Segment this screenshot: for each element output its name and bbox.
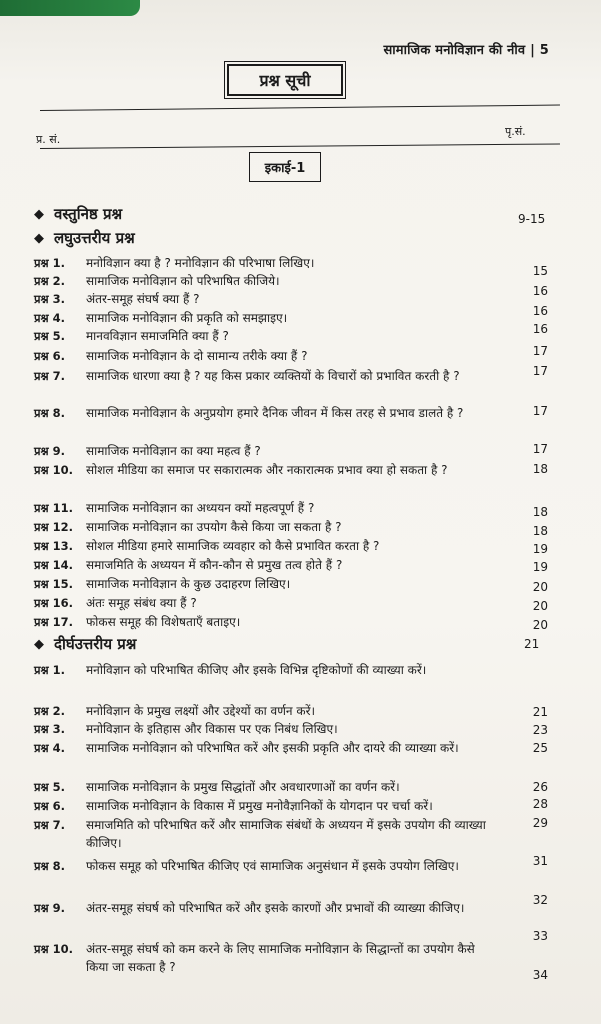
diamond-bullet-icon: ◆ — [34, 636, 44, 652]
section-label: वस्तुनिष्ठ प्रश्न — [54, 205, 123, 223]
page-number: 19 — [532, 560, 548, 574]
section-label: लघुउत्तरीय प्रश्न — [54, 229, 135, 247]
list-item: प्रश्न 12. सामाजिक मनोविज्ञान का उपयोग कैसे किया जा सकता है ? — [34, 520, 342, 534]
page-number: 25 — [532, 741, 548, 755]
list-item: प्रश्न 5. मानवविज्ञान समाजमिति क्या हैं ? — [34, 329, 229, 343]
list-item: प्रश्न 7. सामाजिक धारणा क्या है ? यह किस प्रकार व्यक्तियों के विचारों को प्रभावित करती है ? — [34, 369, 460, 383]
page-number: 20 — [532, 618, 548, 632]
page-number: 16 — [532, 304, 548, 318]
list-item: प्रश्न 2. सामाजिक मनोविज्ञान को परिभाषित कीजिये। — [34, 274, 280, 288]
list-item: प्रश्न 5. सामाजिक मनोविज्ञान के प्रमुख सिद्धांतों और अवधारणाओं का वर्णन करें। — [34, 780, 400, 794]
section-objective — [34, 204, 122, 224]
list-item: प्रश्न 7. समाजमिति को परिभाषित करें और सामाजिक संबंधों के अध्ययन में इसके उपयोग की व्याख्या कीजिए। — [34, 818, 486, 850]
page-number: 16 — [532, 322, 548, 336]
page-number: 34 — [532, 968, 548, 982]
list-item: प्रश्न 13. सोशल मीडिया हमारे सामाजिक व्यवहार को कैसे प्रभावित करता है ? — [34, 539, 380, 553]
list-item: प्रश्न 6. सामाजिक मनोविज्ञान के विकास में प्रमुख मनोवैज्ञानिकों के योगदान पर चर्चा करें। — [34, 799, 433, 813]
diamond-bullet-icon: ◆ — [34, 230, 44, 246]
list-item: प्रश्न 10. सोशल मीडिया का समाज पर सकारात्मक और नकारात्मक प्रभाव क्या हो सकता है ? — [34, 463, 448, 477]
section-label: दीर्घउत्तरीय प्रश्न — [54, 635, 137, 653]
page-number: 33 — [532, 929, 548, 943]
list-item: प्रश्न 8. फोकस समूह को परिभाषित कीजिए एवं सामाजिक अनुसंधान में इसके उपयोग लिखिए। — [34, 859, 459, 873]
page-number: 21 — [532, 705, 548, 719]
list-item: प्रश्न 9. अंतर-समूह संघर्ष को परिभाषित करें और इसके कारणों और प्रभावों की व्याख्या कीजिए। — [34, 901, 465, 915]
list-item: प्रश्न 11. सामाजिक मनोविज्ञान का अध्ययन क्यों महत्वपूर्ण हैं ? — [34, 501, 315, 515]
page-number: 16 — [532, 284, 548, 298]
page-number: 20 — [532, 580, 548, 594]
list-item: प्रश्न 4. सामाजिक मनोविज्ञान को परिभाषित करें और इसकी प्रकृति और दायरे की व्याख्या करें। — [34, 741, 459, 755]
section-page: 21 — [524, 637, 540, 651]
page-number: 17 — [532, 442, 548, 456]
page-number: 18 — [532, 462, 548, 476]
section-short-answer — [34, 228, 135, 248]
list-item: प्रश्न 3. अंतर-समूह संघर्ष क्या हैं ? — [34, 292, 200, 306]
page-number: 32 — [532, 893, 548, 907]
running-head: सामाजिक मनोविज्ञान की नीव | 5 — [383, 43, 549, 58]
list-item: प्रश्न 14. समाजमिति के अध्ययन में कौन-कौन से प्रमुख तत्व होते हैं ? — [34, 558, 343, 572]
section-long-answer — [34, 634, 136, 654]
page-number: 18 — [532, 524, 548, 538]
diamond-bullet-icon: ◆ — [34, 206, 44, 222]
bottom-rule — [40, 143, 560, 149]
list-item: प्रश्न 6. सामाजिक मनोविज्ञान के दो सामान्य तरीके क्या हैं ? — [34, 349, 308, 363]
list-item: प्रश्न 3. मनोविज्ञान के इतिहास और विकास पर एक निबंध लिखिए। — [34, 722, 338, 736]
page-number: 18 — [532, 505, 548, 519]
list-item: प्रश्न 17. फोकस समूह की विशेषताएँ बताइए। — [34, 615, 241, 629]
page-number: 17 — [532, 404, 548, 418]
page-number: 17 — [532, 344, 548, 358]
page-number: 17 — [532, 364, 548, 378]
column-label-page-no: पृ.सं. — [505, 125, 526, 138]
list-item: प्रश्न 1. मनोविज्ञान क्या है ? मनोविज्ञान की परिभाषा लिखिए। — [34, 256, 315, 270]
column-label-question-no: प्र. सं. — [36, 133, 61, 146]
list-item: प्रश्न 1. मनोविज्ञान को परिभाषित कीजिए और इसके विभिन्न दृष्टिकोणों की व्याख्या करें। — [34, 663, 427, 677]
list-item: प्रश्न 15. सामाजिक मनोविज्ञान के कुछ उदाहरण लिखिए। — [34, 577, 291, 591]
list-item: प्रश्न 8. सामाजिक मनोविज्ञान के अनुप्रयोग हमारे दैनिक जीवन में किस तरह से प्रभाव डालते है ? — [34, 406, 464, 420]
list-item: प्रश्न 9. सामाजिक मनोविज्ञान का क्या महत्व हैं ? — [34, 444, 261, 458]
cover-edge-strip — [0, 0, 140, 16]
page-title: प्रश्न सूची — [227, 64, 343, 96]
page-number: 20 — [532, 599, 548, 613]
page-number: 31 — [532, 854, 548, 868]
unit-heading: इकाई-1 — [249, 152, 321, 182]
section-page: 9-15 — [518, 212, 546, 226]
page-number: 26 — [532, 780, 548, 794]
list-item: प्रश्न 4. सामाजिक मनोविज्ञान की प्रकृति को समझाइए। — [34, 311, 288, 325]
page-number: 19 — [532, 542, 548, 556]
list-item: प्रश्न 16. अंतः समूह संबंध क्या हैं ? — [34, 596, 197, 610]
list-item: प्रश्न 10. अंतर-समूह संघर्ष को कम करने के लिए सामाजिक मनोविज्ञान के सिद्धान्तों का उपयोग कैसे किया जा सकता है ? — [34, 942, 475, 974]
page-number: 28 — [532, 797, 548, 811]
page-number: 23 — [532, 723, 548, 737]
list-item: प्रश्न 2. मनोविज्ञान के प्रमुख लक्ष्यों और उद्देश्यों का वर्णन करें। — [34, 704, 316, 718]
page-number: 15 — [532, 264, 548, 278]
page-number: 29 — [532, 816, 548, 830]
top-rule — [40, 105, 560, 111]
